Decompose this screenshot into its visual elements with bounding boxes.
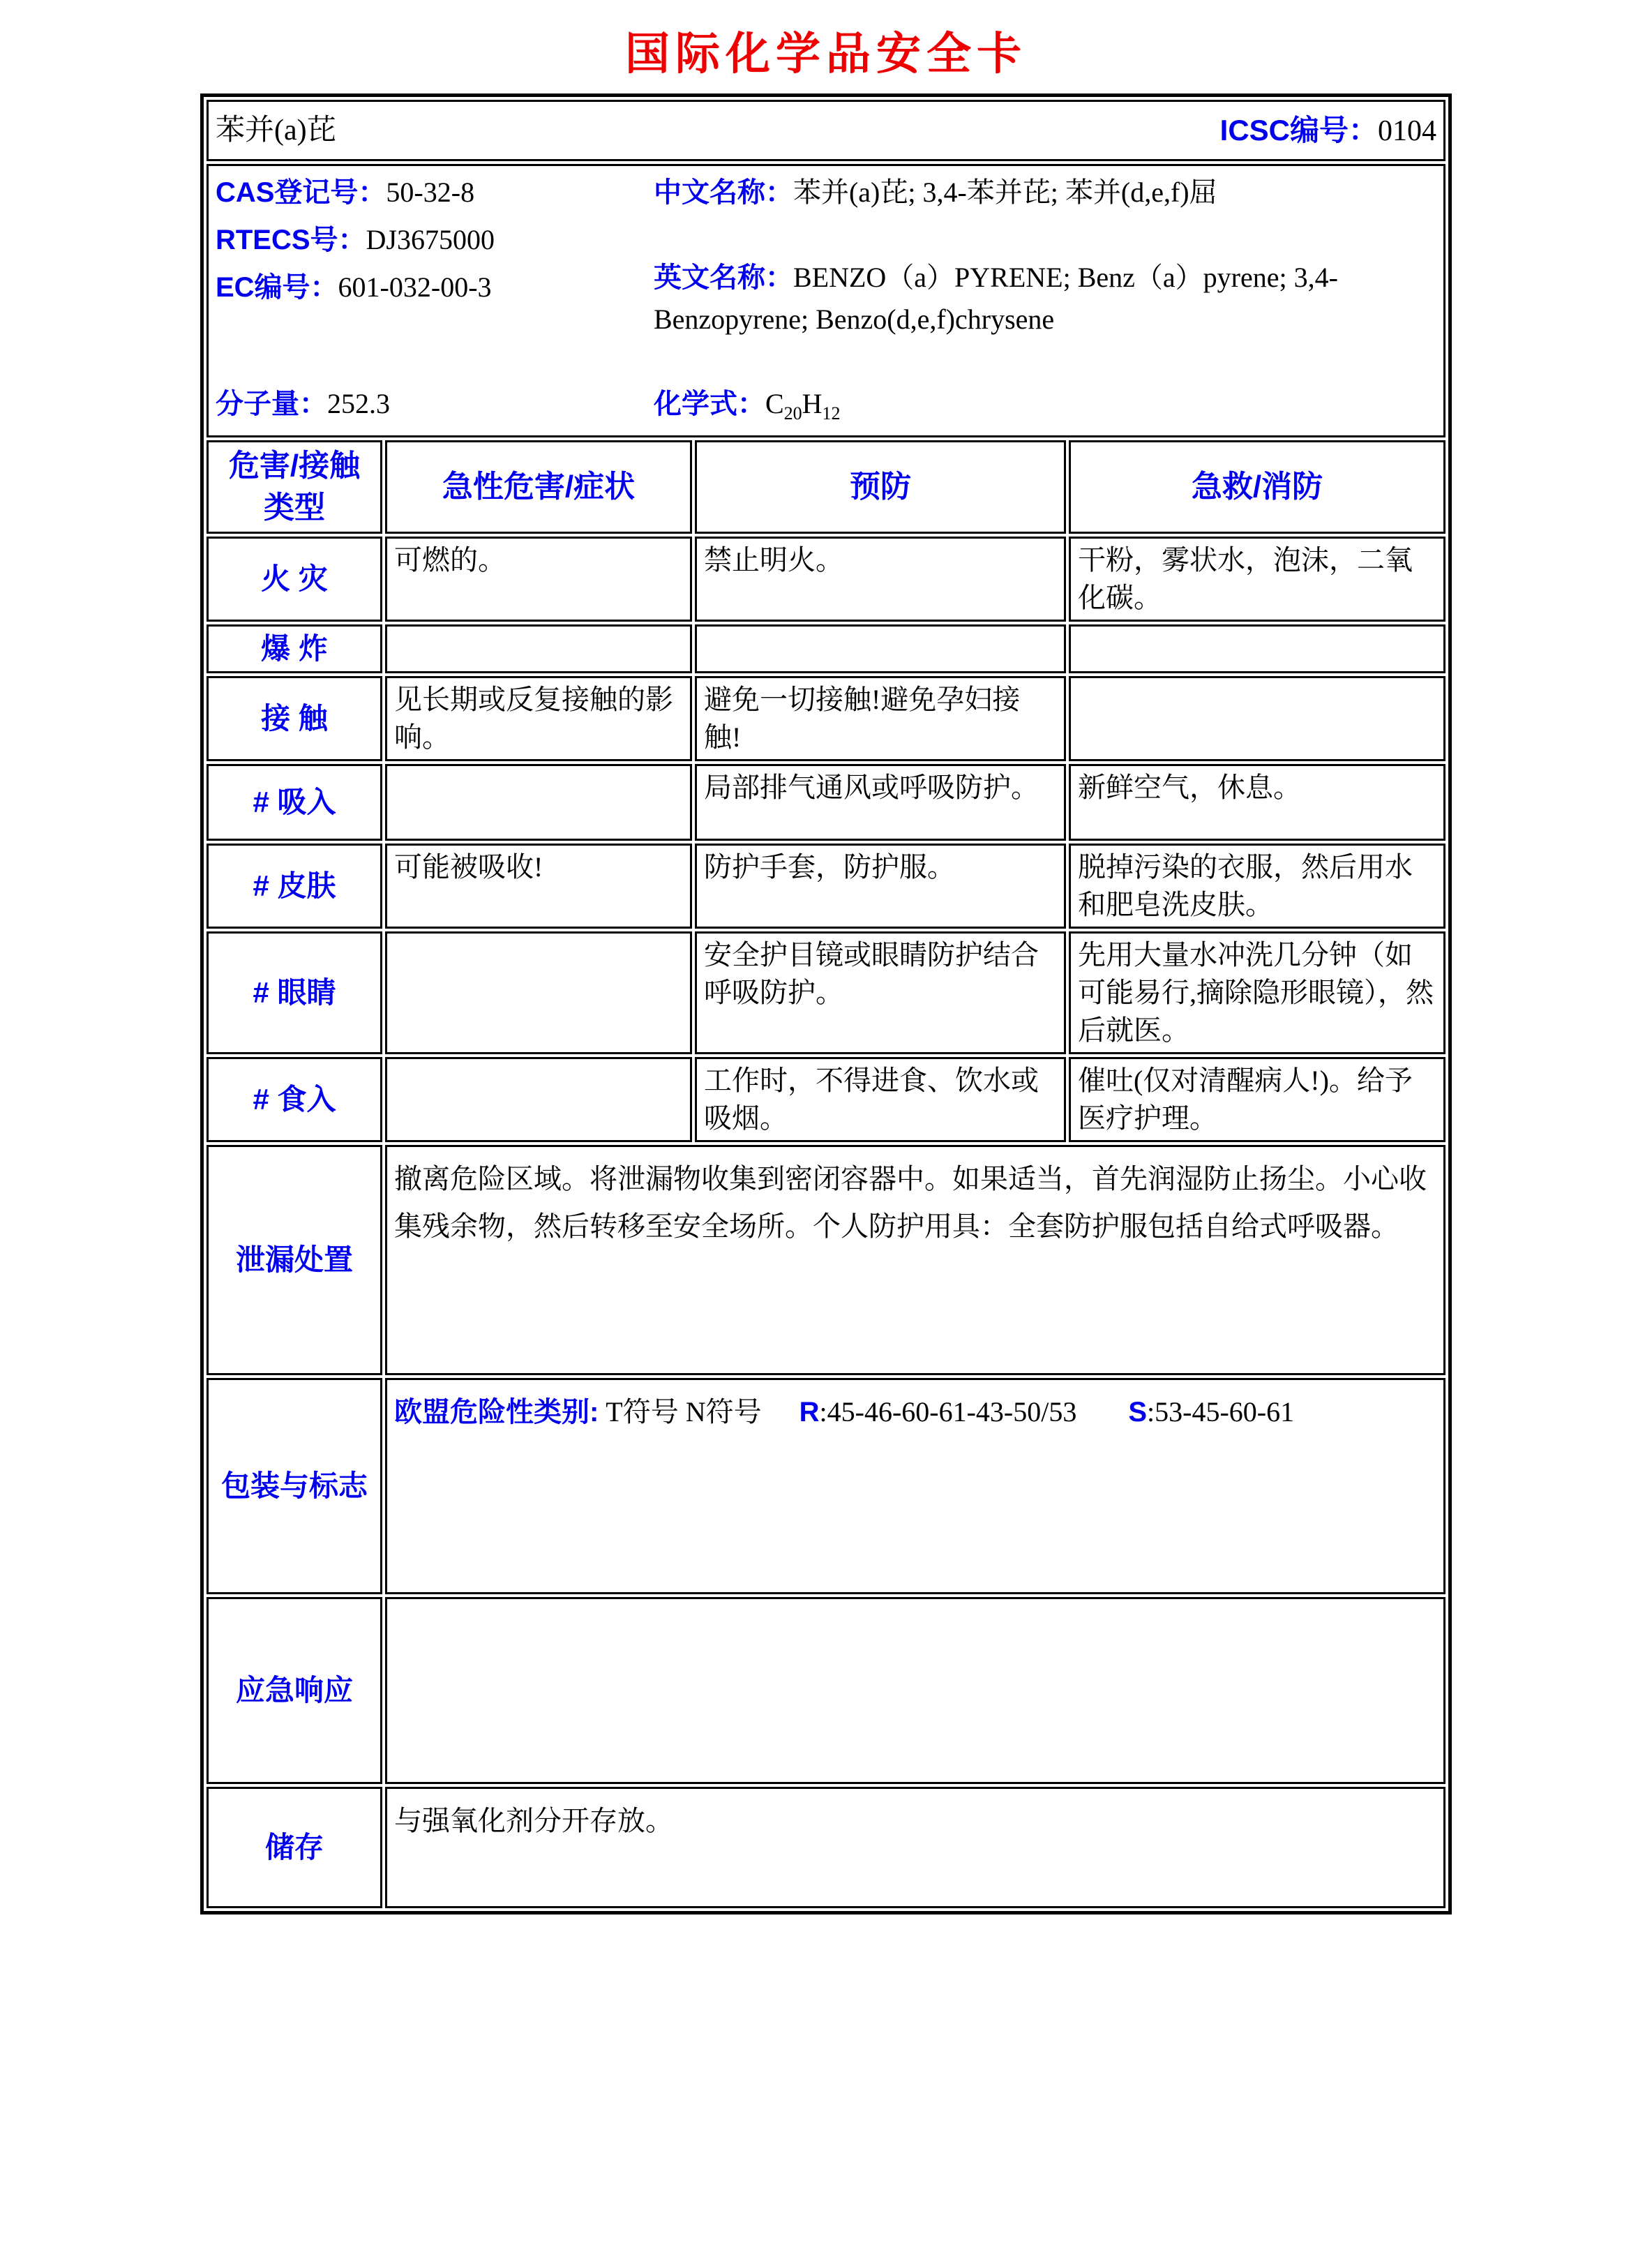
cell-eyes-response: 先用大量水冲洗几分钟（如可能易行,摘除隐形眼镜），然后就医。 <box>1069 931 1446 1054</box>
table-row-eyes <box>206 931 1446 1054</box>
table-row-inhalation <box>206 764 1446 841</box>
table-row-ingestion <box>206 1057 1446 1142</box>
cell-inhalation-symptoms <box>385 764 692 841</box>
page-title: 国际化学品安全卡 <box>625 29 1027 79</box>
row-label-skin: # 皮肤 <box>206 844 382 929</box>
table-row-emergency <box>206 1597 1446 1784</box>
eu-class-label: 欧盟危险性类别: <box>393 1397 599 1428</box>
chemical-names <box>654 169 1436 340</box>
s-phrases: S:53-45-60-61 <box>1128 1396 1295 1428</box>
cell-contact-response <box>1069 676 1446 761</box>
table-row-explosion <box>206 624 1446 673</box>
cell-skin-prevention: 防护手套，防护服。 <box>695 844 1066 929</box>
row-label-spill: 泄漏处置 <box>206 1145 382 1375</box>
cell-eyes-prevention: 安全护目镜或眼睛防护结合呼吸防护。 <box>695 931 1066 1054</box>
cell-info <box>206 164 1446 437</box>
cell-explosion-prevention <box>695 624 1066 673</box>
table-row-info <box>206 164 1446 437</box>
row-label-storage: 储存 <box>206 1787 382 1908</box>
english-name: 英文名称：BENZO（a）PYRENE; Benz（a）pyrene; 3,4-Benzopyrene; Benzo(d,e,f)chrysene <box>653 262 1338 335</box>
table-row-storage <box>206 1787 1446 1908</box>
column-header-response: 急救/消防 <box>1069 440 1446 534</box>
rtecs-number: RTECS号：DJ3675000 <box>215 224 495 255</box>
registry-numbers <box>216 169 654 340</box>
row-label-eyes: # 眼睛 <box>206 931 382 1054</box>
ec-number: EC编号：601-032-00-3 <box>215 271 492 303</box>
chemical-formula: 化学式：$C_{20}H_{12}$ <box>653 388 841 424</box>
cell-identity <box>206 100 1446 161</box>
chemical-name: 苯并(a)芘 <box>215 114 336 147</box>
cell-ingestion-response: 催吐(仅对清醒病人!)。给予医疗护理。 <box>1069 1057 1446 1142</box>
cell-storage-content: 与强氧化剂分开存放。 <box>385 1787 1446 1908</box>
table-row-spill <box>206 1145 1446 1375</box>
row-label-emergency: 应急响应 <box>206 1597 382 1784</box>
cell-packaging-content <box>385 1378 1446 1594</box>
column-header-prevention: 预防 <box>695 440 1066 534</box>
column-header-symptoms: 急性危害/症状 <box>385 440 692 534</box>
row-label-packaging: 包装与标志 <box>206 1378 382 1594</box>
row-label-fire: 火 灾 <box>206 537 382 622</box>
row-label-contact: 接 触 <box>206 676 382 761</box>
cell-explosion-response <box>1069 624 1446 673</box>
row-label-ingestion: # 食入 <box>206 1057 382 1142</box>
cell-skin-response: 脱掉污染的衣服，然后用水和肥皂洗皮肤。 <box>1069 844 1446 929</box>
row-label-explosion: 爆 炸 <box>206 624 382 673</box>
row-label-inhalation: # 吸入 <box>206 764 382 841</box>
table-row-contact <box>206 676 1446 761</box>
cell-inhalation-response: 新鲜空气，休息。 <box>1069 764 1446 841</box>
cell-eyes-symptoms <box>385 931 692 1054</box>
table-row-top <box>206 100 1446 161</box>
cell-ingestion-symptoms <box>385 1057 692 1142</box>
icsc-table <box>200 93 1452 1914</box>
table-row-fire <box>206 537 1446 622</box>
cell-spill-content: 撤离危险区域。将泄漏物收集到密闭容器中。如果适当，首先润湿防止扬尘。小心收集残余物，然后转移至安全场所。个人防护用具：全套防护服包括自给式呼吸器。 <box>385 1145 1446 1375</box>
icsc-number-value: 0104 <box>1378 114 1437 147</box>
cell-fire-symptoms: 可燃的。 <box>385 537 692 622</box>
table-row-packaging <box>206 1378 1446 1594</box>
icsc-number-label: ICSC编号： <box>1219 113 1379 147</box>
icsc-card-page <box>0 18 1652 2248</box>
cell-ingestion-prevention: 工作时，不得进食、饮水或吸烟。 <box>695 1057 1066 1142</box>
hazard-header-row <box>206 440 1446 534</box>
r-phrases: R:45-46-60-61-43-50/53 <box>799 1396 1077 1428</box>
cell-skin-symptoms: 可能被吸收! <box>385 844 692 929</box>
cell-contact-prevention: 避免一切接触!避免孕妇接触! <box>695 676 1066 761</box>
cell-contact-symptoms: 见长期或反复接触的影响。 <box>385 676 692 761</box>
cell-fire-response: 干粉，雾状水，泡沫，二氧化碳。 <box>1069 537 1446 622</box>
icsc-number <box>1220 112 1436 150</box>
cell-emergency-content <box>385 1597 1446 1784</box>
chinese-name: 中文名称：苯并(a)芘; 3,4-苯并芘; 苯并(d,e,f)屈 <box>653 177 1217 208</box>
cell-fire-prevention: 禁止明火。 <box>695 537 1066 622</box>
eu-symbols: T符号 N符号 <box>606 1396 762 1428</box>
column-header-type: 危害/接触类型 <box>206 440 382 534</box>
cell-inhalation-prevention: 局部排气通风或呼吸防护。 <box>695 764 1066 841</box>
cell-explosion-symptoms <box>385 624 692 673</box>
table-row-skin <box>206 844 1446 929</box>
cas-number: CAS登记号：50-32-8 <box>215 177 475 208</box>
molecular-weight: 分子量：252.3 <box>215 388 390 419</box>
